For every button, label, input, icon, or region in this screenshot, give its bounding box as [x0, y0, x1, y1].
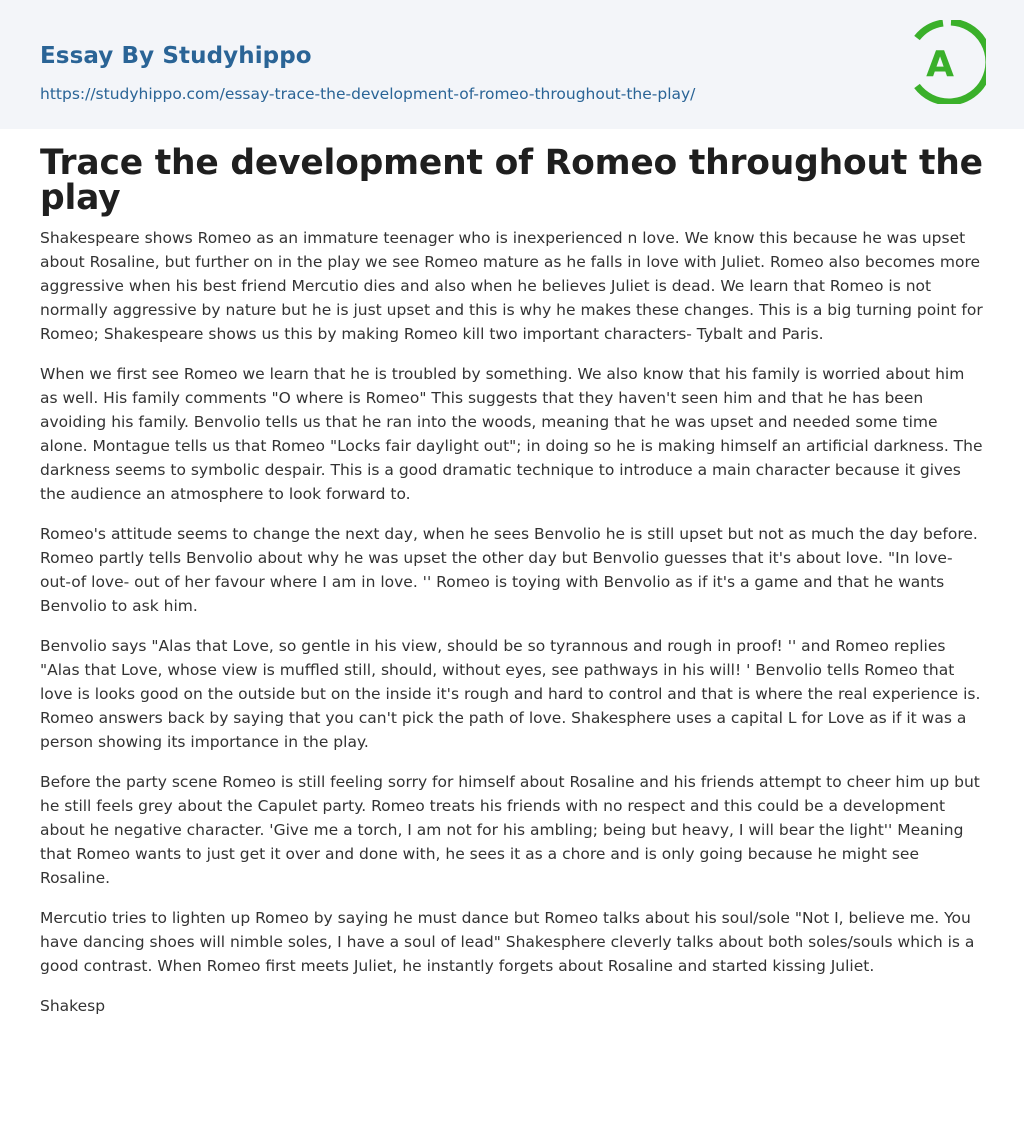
- essay-paragraph: Mercutio tries to lighten up Romeo by saying he must dance but Romeo talks about his soul/sole "Not I, believe me. You have dancing shoes will nimble soles, I have a soul of lead" Shakesphere cleverly talks about both soles/souls which is a good contrast. When Romeo first meets Juliet, he instantly forgets about Rosaline and started kissing Juliet.: [40, 909, 975, 975]
- page-url-link[interactable]: https://studyhippo.com/essay-trace-the-development-of-romeo-throughout-the-play/: [40, 85, 696, 103]
- essay-title: Trace the development of Romeo throughout the play: [40, 143, 983, 218]
- essay-paragraph: Romeo's attitude seems to change the next day, when he sees Benvolio he is still upset but not as much the day before. Romeo partly tells Benvolio about why he was upset the other day but Benvolio guesses that it's about love. "In love- out-of love- out of her favour where I am in love. '' Romeo is toying with Benvolio as if it's a game and that he wants Benvolio to ask him.: [40, 525, 978, 615]
- essay-paragraph: When we first see Romeo we learn that he is troubled by something. We also know that his family is worried about him as well. His family comments "O where is Romeo" This suggests that they haven't seen him and that he has been avoiding his family. Benvolio tells us that he ran into the woods, meaning that he was upset and needed some time alone. Montague tells us that Romeo "Locks fair daylight out"; in doing so he is making himself an artificial darkness. The darkness seems to symbolic despair. This is a good dramatic technique to introduce a main character because it gives the audience an atmosphere to look forward to.: [40, 365, 983, 503]
- studyhippo-logo-icon[interactable]: [914, 20, 986, 104]
- logo-letter: A: [926, 44, 954, 85]
- essay-paragraph-truncated: Shakesp: [40, 997, 106, 1015]
- site-header: [0, 0, 1024, 129]
- essay-paragraph: Before the party scene Romeo is still feeling sorry for himself about Rosaline and his friends attempt to cheer him up but he still feels grey about the Capulet party. Romeo treats his friends with no respect and this could be a development about he negative character. 'Give me a torch, I am not for his ambling; being but heavy, I will bear the light'' Meaning that Romeo wants to just get it over and done with, he sees it as a chore and is only going because he might see Rosaline.: [40, 773, 980, 887]
- site-name[interactable]: Essay By Studyhippo: [40, 43, 312, 69]
- essay-content: [40, 143, 986, 1034]
- essay-paragraph: Benvolio says "Alas that Love, so gentle in his view, should be so tyrannous and rough in proof! '' and Romeo replies "Alas that Love, whose view is muffled still, should, without eyes, see pathways in his will! ' Benvolio tells Romeo that love is looks good on the outside but on the inside it's rough and hard to control and that is where the real experience is. Romeo answers back by saying that you can't pick the path of love. Shakesphere uses a capital L for Love as if it was a person showing its importance in the play.: [40, 637, 981, 751]
- essay-paragraph: Shakespeare shows Romeo as an immature teenager who is inexperienced n love. We know this because he was upset about Rosaline, but further on in the play we see Romeo mature as he falls in love with Juliet. Romeo also becomes more aggressive when his best friend Mercutio dies and also when he believes Juliet is dead. We learn that Romeo is not normally aggressive by nature but he is just upset and this is why he makes these changes. This is a big turning point for Romeo; Shakespeare shows us this by making Romeo kill two important characters- Tybalt and Paris.: [40, 229, 983, 343]
